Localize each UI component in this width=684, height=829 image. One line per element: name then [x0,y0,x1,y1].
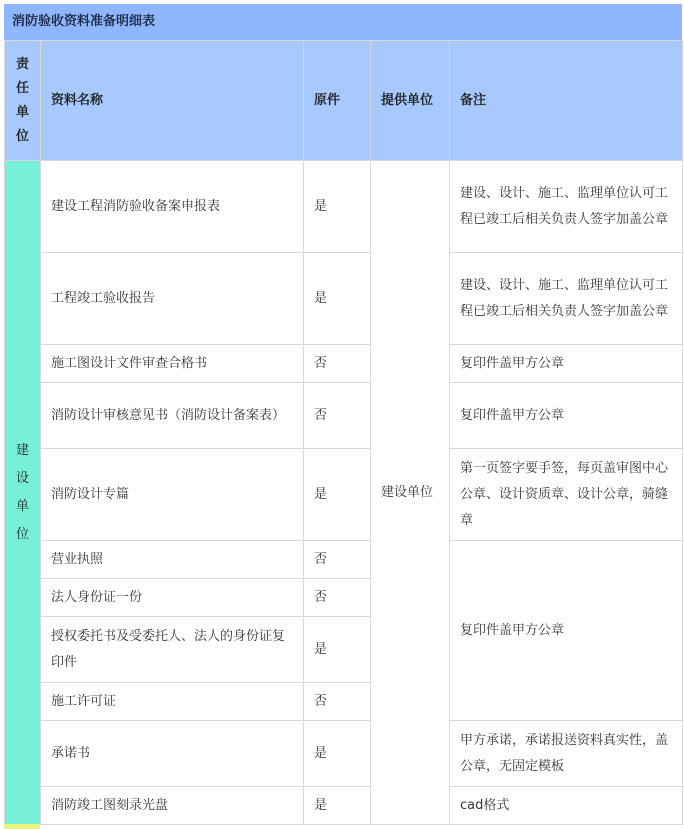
remarks-cell: 复印件盖甲方公章 [450,345,683,383]
header-responsible-unit [5,41,41,161]
header-char: 责 [15,56,29,72]
header-char: 单 [15,104,29,120]
original-cell: 是 [304,449,371,541]
original-cell: 否 [304,683,371,721]
doc-name-cell: 建设工程消防验收备案申报表 [41,161,304,253]
remarks-cell: 第一页签字要手签，每页盖审图中心公章、设计资质章、设计公章，骑缝章 [450,449,683,541]
resp-char: 位 [15,526,29,542]
resp-char: 单 [15,498,29,514]
resp-char: 建 [15,442,29,458]
doc-name-cell: 工程竣工验收报告 [41,253,304,345]
header-doc-name: 资料名称 [41,41,304,161]
doc-name-cell: 施工许可证 [41,683,304,721]
doc-name-cell: 消防设计审核意见书（消防设计备案表） [41,383,304,449]
doc-name-cell: 消防设计专篇 [41,449,304,541]
original-cell: 是 [304,721,371,787]
header-row [5,41,683,161]
original-cell: 否 [304,541,371,579]
table-title: 消防验收资料准备明细表 [4,4,682,40]
header-char: 位 [15,128,29,144]
remarks-cell: 建设、设计、施工、监理单位认可工程已竣工后相关负责人签字加盖公章 [450,253,683,345]
fire-acceptance-table [4,40,683,825]
table-row [5,161,683,253]
resp-char: 设 [15,470,29,486]
original-cell: 是 [304,787,371,825]
doc-name-cell: 消防竣工图刻录光盘 [41,787,304,825]
original-cell: 是 [304,253,371,345]
doc-name-cell: 法人身份证一份 [41,579,304,617]
header-char: 任 [15,80,29,96]
doc-name-cell: 施工图设计文件审查合格书 [41,345,304,383]
provider-cell: 建设单位 [371,161,450,825]
doc-name-cell: 授权委托书及受委托人、法人的身份证复印件 [41,617,304,683]
bottom-strip [4,824,40,829]
table-row [5,253,683,345]
header-provider: 提供单位 [371,41,450,161]
original-cell: 是 [304,617,371,683]
header-remarks: 备注 [450,41,683,161]
header-original: 原件 [304,41,371,161]
remarks-cell: 建设、设计、施工、监理单位认可工程已竣工后相关负责人签字加盖公章 [450,161,683,253]
original-cell: 否 [304,345,371,383]
table-row [5,721,683,787]
remarks-cell: cad格式 [450,787,683,825]
remarks-cell: 复印件盖甲方公章 [450,383,683,449]
original-cell: 是 [304,161,371,253]
doc-name-cell: 承诺书 [41,721,304,787]
table-row [5,787,683,825]
responsible-unit-cell [5,161,41,825]
table-row [5,449,683,541]
original-cell: 否 [304,383,371,449]
remarks-cell: 复印件盖甲方公章 [450,541,683,721]
remarks-cell: 甲方承诺，承诺报送资料真实性，盖公章，无固定模板 [450,721,683,787]
table-row [5,541,683,579]
doc-name-cell: 营业执照 [41,541,304,579]
table-row [5,383,683,449]
table-row [5,345,683,383]
original-cell: 否 [304,579,371,617]
